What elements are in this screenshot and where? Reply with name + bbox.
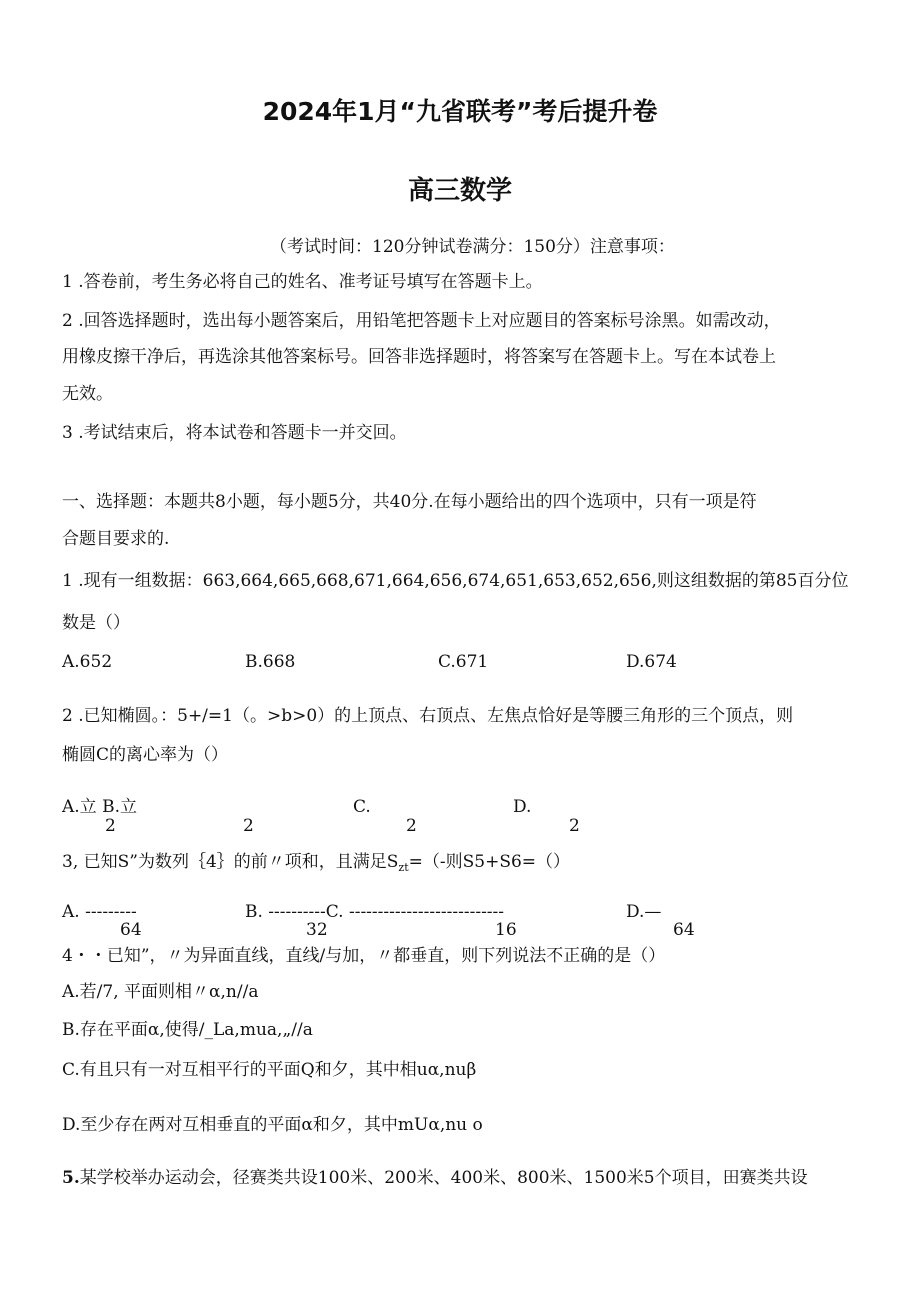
q3-stem-end: =（-则S5+S6=（） <box>408 852 571 872</box>
instruction-1: 1 .答卷前，考生务必将自己的姓名、准考证号填写在答题卡上。 <box>62 272 543 292</box>
q5-number: 5. <box>62 1168 80 1188</box>
q4-option-c: C.有且只有一对互相平行的平面Q和夕，其中相uα,nuβ <box>62 1060 477 1080</box>
instruction-2-cont: 用橡皮擦干净后，再选涂其他答案标号。回答非选择题时，将答案写在答题卡上。写在本试卷上 <box>62 347 776 367</box>
q4-stem: 4・・已知”，〃为异面直线，直线/与加，〃都垂直，则下列说法不正确的是（） <box>62 946 666 966</box>
q2-option-ab: A.立 B.立 <box>62 797 137 817</box>
q3-option-a: A. --------- <box>62 902 137 922</box>
section-heading: 一、选择题：本题共8小题，每小题5分，共40分.在每小题给出的四个选项中，只有一项是符 <box>62 492 757 512</box>
q3-option-bc: B. ----------C. --------------------------- <box>245 902 505 922</box>
q3-stem-start: 3, 已知S”为数列｛4｝的前〃项和，且满足S <box>62 852 399 872</box>
q2-stem-cont: 椭圆C的离心率为（） <box>62 745 229 765</box>
q5-stem-text: 某学校举办运动会，径赛类共设100米、200米、400米、800米、1500米5个项目，田赛类共设 <box>79 1168 808 1188</box>
q4-option-a: A.若/7, 平面则相〃α,n//a <box>62 982 259 1002</box>
q3-option-d: D.— <box>626 902 662 922</box>
q3-denominator-b: 32 <box>306 920 328 940</box>
exam-subject: 高三数学 <box>407 176 512 206</box>
exam-info: （考试时间：120分钟试卷满分：150分）注意事项： <box>270 237 675 257</box>
q3-denominator-a: 64 <box>120 920 142 940</box>
q3-stem-subscript: zt <box>398 861 409 874</box>
q2-stem: 2 .已知椭圆。：5+/=1（。>b>0）的上顶点、右顶点、左焦点恰好是等腰三角形的三个顶点，则 <box>62 706 794 726</box>
q2-denominator-b: 2 <box>243 816 254 836</box>
q5-stem <box>62 1166 808 1190</box>
q3-stem <box>62 850 570 880</box>
q4-option-b: B.存在平面α,使得/_La,mua,„//a <box>62 1020 313 1040</box>
section-heading-cont: 合题目要求的. <box>62 529 170 549</box>
instruction-2-end: 无效。 <box>62 384 113 404</box>
exam-title: 2024年1月“九省联考”考后提升卷 <box>262 97 658 126</box>
q1-option-c: C.671 <box>438 652 489 672</box>
q3-denominator-d: 64 <box>673 920 695 940</box>
q1-option-d: D.674 <box>626 652 677 672</box>
q1-option-b: B.668 <box>245 652 296 672</box>
instruction-2: 2 .回答选择题时，选出每小题答案后，用铅笔把答题卡上对应题目的答案标号涂黑。如需改动， <box>62 311 781 331</box>
instruction-3: 3 .考试结束后，将本试卷和答题卡一并交回。 <box>62 423 407 443</box>
q3-denominator-c: 16 <box>495 920 517 940</box>
q4-option-d: D.至少存在两对互相垂直的平面α和夕，其中mUα,nu o <box>62 1115 483 1135</box>
q2-option-d: D. <box>513 797 532 817</box>
q2-denominator-c: 2 <box>406 816 417 836</box>
q2-option-c: C. <box>353 797 371 817</box>
q1-stem: 1 .现有一组数据：663,664,665,668,671,664,656,674,651,653,652,656,则这组数据的第85百分位 <box>62 571 849 591</box>
q1-stem-cont: 数是（） <box>62 613 130 633</box>
q2-denominator-d: 2 <box>569 816 580 836</box>
q1-option-a: A.652 <box>62 652 113 672</box>
q2-denominator-a: 2 <box>105 816 116 836</box>
